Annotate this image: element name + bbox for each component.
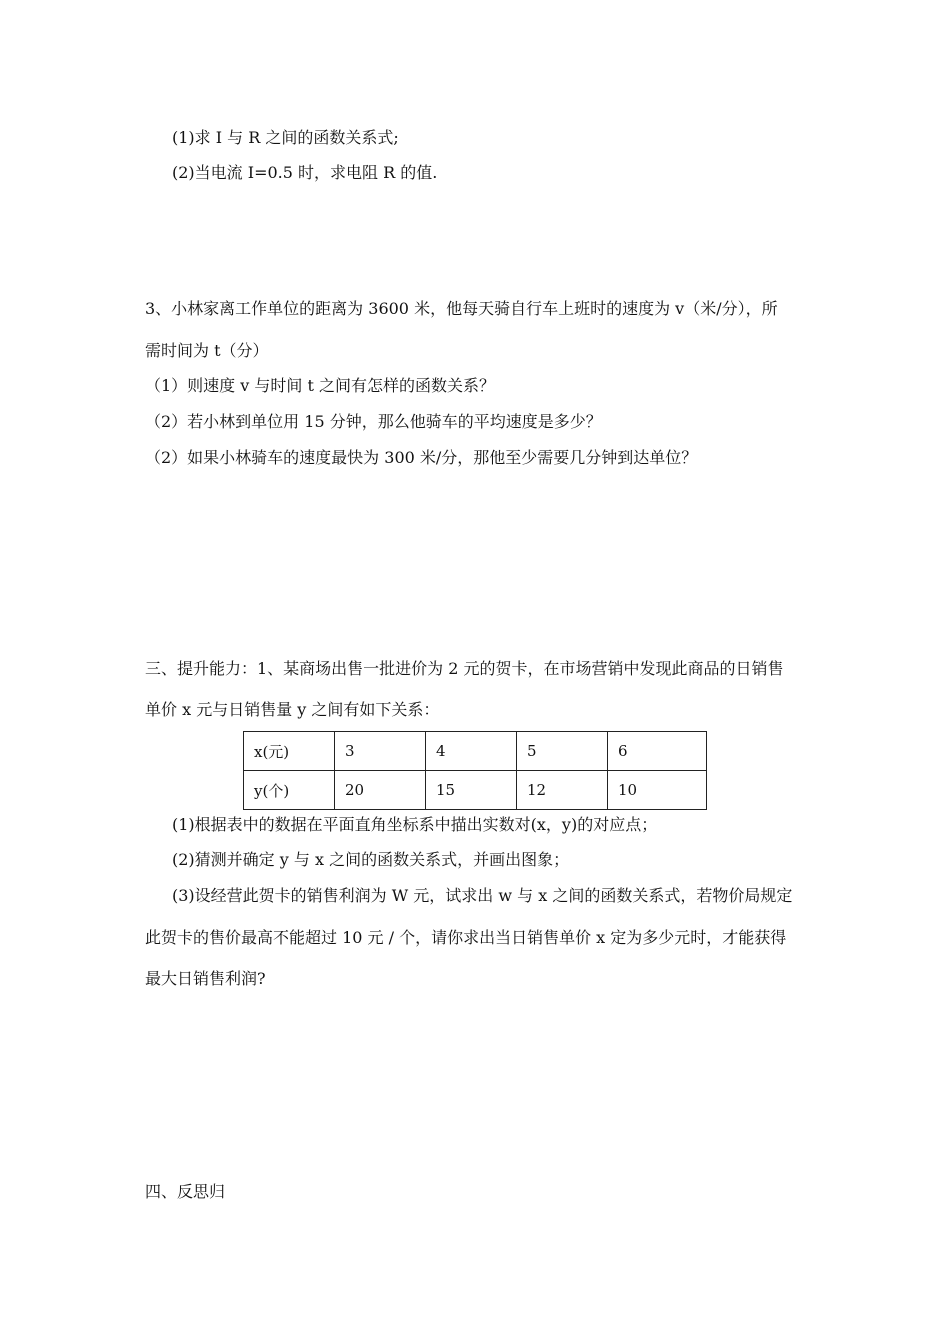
- problem-3-question-1: （1）则速度 v 与时间 t 之间有怎样的函数关系？: [145, 376, 495, 395]
- section-3-question-1: (1)根据表中的数据在平面直角坐标系中描出实数对(x，y)的对应点；: [172, 815, 658, 834]
- table-row: [244, 771, 707, 810]
- question-2: (2)当电流 I=0.5 时，求电阻 R 的值.: [172, 163, 438, 182]
- table-cell: 15: [426, 771, 517, 810]
- table-cell: 20: [335, 771, 426, 810]
- section-3-question-3-line3: 最大日销售利润?: [145, 969, 266, 988]
- problem-3-stem-line1: 3、小林家离工作单位的距离为 3600 米，他每天骑自行车上班时的速度为 v（米/分），所: [145, 299, 778, 318]
- problem-3-question-2: （2）若小林到单位用 15 分钟，那么他骑车的平均速度是多少？: [145, 412, 602, 431]
- table-cell: 4: [426, 732, 517, 771]
- section-3-heading-line1: 三、提升能力：1、某商场出售一批进价为 2 元的贺卡，在市场营销中发现此商品的日销售: [145, 659, 784, 678]
- table-cell: 5: [517, 732, 608, 771]
- problem-3-stem-line2: 需时间为 t（分）: [145, 341, 269, 360]
- question-1: (1)求 I 与 R 之间的函数关系式;: [172, 128, 399, 147]
- section-3-question-3-line1: (3)设经营此贺卡的销售利润为 W 元，试求出 w 与 x 之间的函数关系式，若物价局规定: [172, 886, 793, 905]
- problem-3-question-3: （2）如果小林骑车的速度最快为 300 米/分，那他至少需要几分钟到达单位？: [145, 448, 698, 467]
- table-cell: x(元): [244, 732, 335, 771]
- section-3-heading-line2: 单价 x 元与日销售量 y 之间有如下关系：: [145, 700, 440, 719]
- section-4-heading: 四、反思归: [145, 1182, 226, 1201]
- table-row: [244, 732, 707, 771]
- table-cell: 6: [608, 732, 707, 771]
- table-cell: y(个): [244, 771, 335, 810]
- table-cell: 10: [608, 771, 707, 810]
- table-cell: 3: [335, 732, 426, 771]
- table-cell: 12: [517, 771, 608, 810]
- price-sales-table: [243, 731, 707, 810]
- section-3-question-2: (2)猜测并确定 y 与 x 之间的函数关系式，并画出图象；: [172, 850, 570, 869]
- section-3-question-3-line2: 此贺卡的售价最高不能超过 10 元 / 个，请你求出当日销售单价 x 定为多少元时，才能获得: [145, 928, 787, 947]
